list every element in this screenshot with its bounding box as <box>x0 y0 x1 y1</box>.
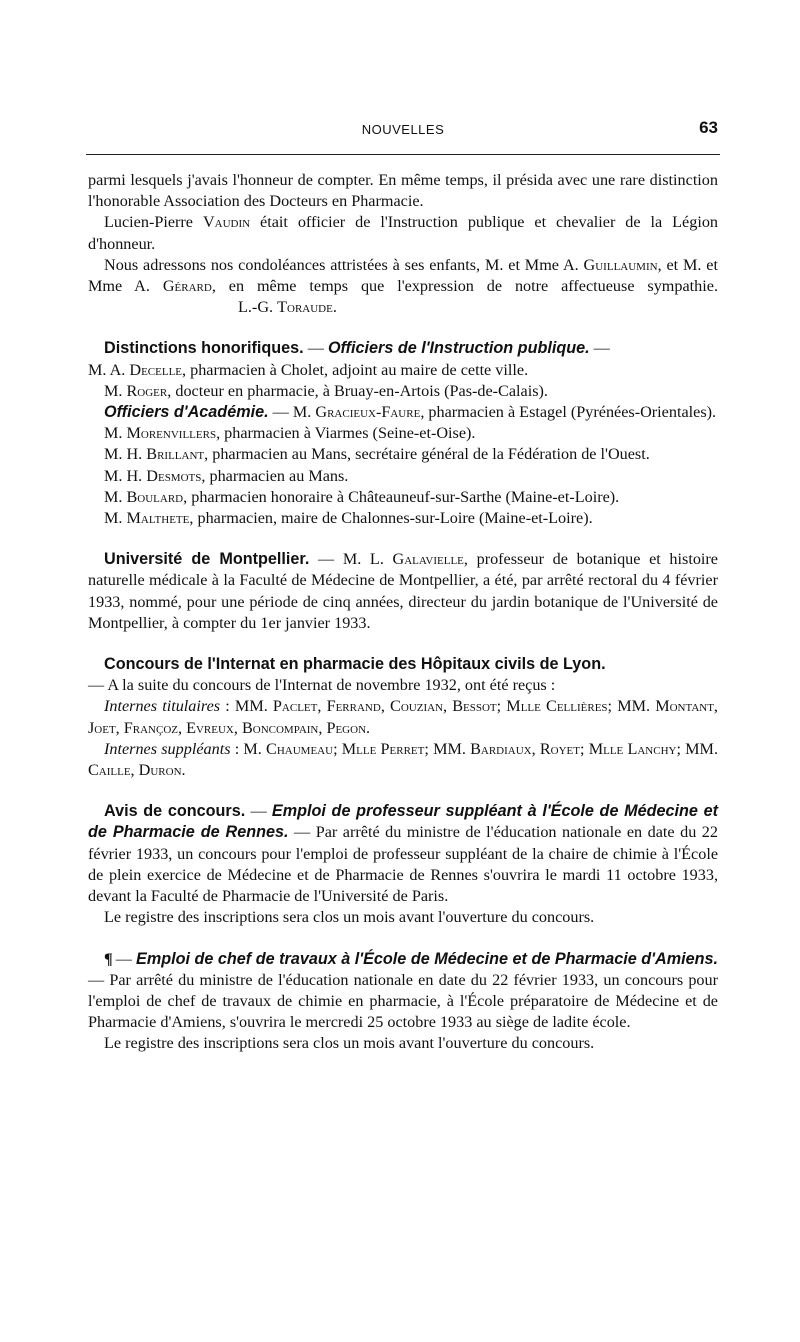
text-span: — M. L. <box>309 550 393 569</box>
text-span: Lucien-Pierre <box>104 213 203 232</box>
text-span: Nous adressons nos condoléances attristées à ses enfants, M. et Mme A. <box>104 255 584 274</box>
amiens-paragraph <box>88 949 718 1034</box>
section-gap <box>88 634 718 654</box>
section-gap <box>88 929 718 949</box>
text-span: , pharmacien à Viarmes (Seine-et-Oise). <box>216 424 476 443</box>
person-name: Desmots <box>146 466 202 485</box>
text-span: — Par arrêté du ministre de l'éducation nationale en date du 22 février 1933, un concours pour l'emploi de chef de travaux de chimie en pharmacie, à l'École préparatoire de Médecine et de Pharmacie d'Amiens, s'ouvrira le mercredi 25 octobre 1933 au siège de ladite école. <box>88 970 718 1032</box>
text-span: M. <box>104 424 127 443</box>
page-body <box>88 170 718 1055</box>
person-name: Gracieux-Faure <box>315 403 421 422</box>
signature <box>238 298 337 316</box>
section-gap <box>88 318 718 338</box>
text-span: M. H. <box>104 445 147 464</box>
intro-paragraph-3 <box>88 255 718 319</box>
amiens-paragraph-2: Le registre des inscriptions sera clos un mois avant l'ouverture du concours. <box>104 1034 595 1053</box>
subheading: Officiers de l'Instruction publique. <box>327 339 590 358</box>
text-span: — M. <box>268 403 316 422</box>
avis-paragraph-2: Le registre des inscriptions sera clos un mois avant l'ouverture du concours. <box>104 908 595 927</box>
lyon-suppleants <box>88 739 718 781</box>
text-span: — Par arrêté du ministre de l'éducation nationale en date du 22 février 1933, un concours pour l'emploi de professeur suppléant de la chaire de chimie à l'École de plein exercice de Médecine et de Pharmacie de Rennes s'ouvrira le mardi 11 octobre 1933, devant la Faculté de Pharmacie de l'Université de Paris. <box>88 823 718 906</box>
section-heading-montpellier: Université de Montpellier. <box>104 550 310 569</box>
text-span: — <box>115 949 137 968</box>
distinction-item <box>88 487 718 508</box>
text-span: , professeur de botanique et histoire naturelle médicale à la Faculté de Médecine de Montpellier, a été, par arrêté rectoral du 4 février 1933, nommé, pour une période de cinq années, directeur du jardin botanique de l'Université de Montpellier, à compter du 1er janvier 1933. <box>88 550 718 632</box>
distinction-item <box>88 466 718 487</box>
distinction-item <box>88 508 718 529</box>
section-heading-lyon: Concours de l'Internat en pharmacie des Hôpitaux civils de Lyon. <box>104 655 606 674</box>
text-span: , pharmacien au Mans, secrétaire général de la Fédération de l'Ouest. <box>204 445 650 464</box>
text-span: L.-G. <box>238 298 278 317</box>
section-gap <box>88 529 718 549</box>
subheading: Officiers d'Académie. <box>104 403 269 422</box>
section-heading-distinctions: Distinctions honorifiques. <box>104 339 304 358</box>
person-name: Morenvillers <box>126 424 217 443</box>
person-name: Brillant <box>146 445 205 464</box>
lyon-intro: — A la suite du concours de l'Internat de novembre 1932, ont été reçus : <box>88 676 556 695</box>
text-span: M. <box>104 509 127 528</box>
text-span: , docteur en pharmacie, à Bruay-en-Artois (Pas-de-Calais). <box>167 381 548 400</box>
distinctions-intro <box>88 338 718 380</box>
paragraph-mark-icon: ¶ <box>104 949 113 968</box>
names-list: : MM. Paclet, Ferrand, Couzian, Bessot; Mlle Cellières; MM. Montant, Joet, Françoz, Evreux, Boncompain, Pegon. <box>88 697 718 737</box>
intro-paragraph-1: parmi lesquels j'avais l'honneur de compter. En même temps, il présida avec une rare distinction l'honorable Association des Docteurs en Pharmacie. <box>88 171 718 211</box>
distinction-item <box>88 381 718 402</box>
text-span: M. A. <box>88 360 130 379</box>
text-span: M. H. <box>104 466 147 485</box>
person-name: Vaudin <box>202 213 251 232</box>
text-span: M. <box>104 381 127 400</box>
distinction-item <box>88 444 718 465</box>
page-header <box>86 118 720 155</box>
montpellier-paragraph <box>88 549 718 634</box>
text-span: — <box>245 802 272 821</box>
person-name: Guillaumin <box>583 255 658 274</box>
text-span: , pharmacien, maire de Chalonnes-sur-Loire (Maine-et-Loire). <box>189 509 593 528</box>
signature-name: Toraude. <box>277 298 337 317</box>
person-name: Decelle <box>129 360 183 379</box>
subheading: Emploi de chef de travaux à l'École de Médecine et de Pharmacie d'Amiens. <box>136 949 718 968</box>
person-name: Galavielle <box>392 550 464 569</box>
text-span: était officier de l'Instruction publique et chevalier de la Légion d'honneur. <box>88 213 719 253</box>
lyon-titulaires <box>88 696 718 738</box>
list-label: Internes titulaires <box>104 697 221 716</box>
section-gap <box>88 781 718 801</box>
text-span: , en même temps que l'expression de notre affectueuse sympathie. <box>211 277 718 296</box>
person-name: Gérard <box>162 277 212 296</box>
running-title: NOUVELLES <box>361 122 445 137</box>
subheading: Emploi de professeur suppléant à l'École de Médecine et de Pharmacie de Rennes. <box>88 802 718 842</box>
distinction-item <box>88 423 718 444</box>
person-name: Malthete <box>126 509 190 528</box>
distinction-item <box>88 402 718 423</box>
intro-paragraph-2 <box>88 212 718 254</box>
text-span: , pharmacien à Cholet, adjoint au maire de cette ville. <box>182 360 529 379</box>
person-name: Roger <box>126 381 168 400</box>
text-span: , pharmacien honoraire à Châteauneuf-sur-Sarthe (Maine-et-Loire). <box>183 487 620 506</box>
avis-paragraph <box>88 801 718 907</box>
text-span: , pharmacien au Mans. <box>201 466 349 485</box>
text-span: — <box>303 339 328 358</box>
text-span: — <box>589 339 610 358</box>
text-span: , pharmacien à Estagel (Pyrénées-Orientales). <box>420 403 717 422</box>
section-heading-avis: Avis de concours. <box>104 802 246 821</box>
person-name: Boulard <box>126 487 184 506</box>
text-span: M. <box>104 487 127 506</box>
names-list: : M. Chaumeau; Mlle Perret; MM. Bardiaux, Royet; Mlle Lanchy; MM. Caille, Duron. <box>88 739 718 780</box>
lyon-heading-paragraph <box>88 654 718 675</box>
page-number: 63 <box>699 118 718 137</box>
text-span: , et M. et Mme A. <box>88 255 718 296</box>
list-label: Internes suppléants <box>104 739 231 758</box>
